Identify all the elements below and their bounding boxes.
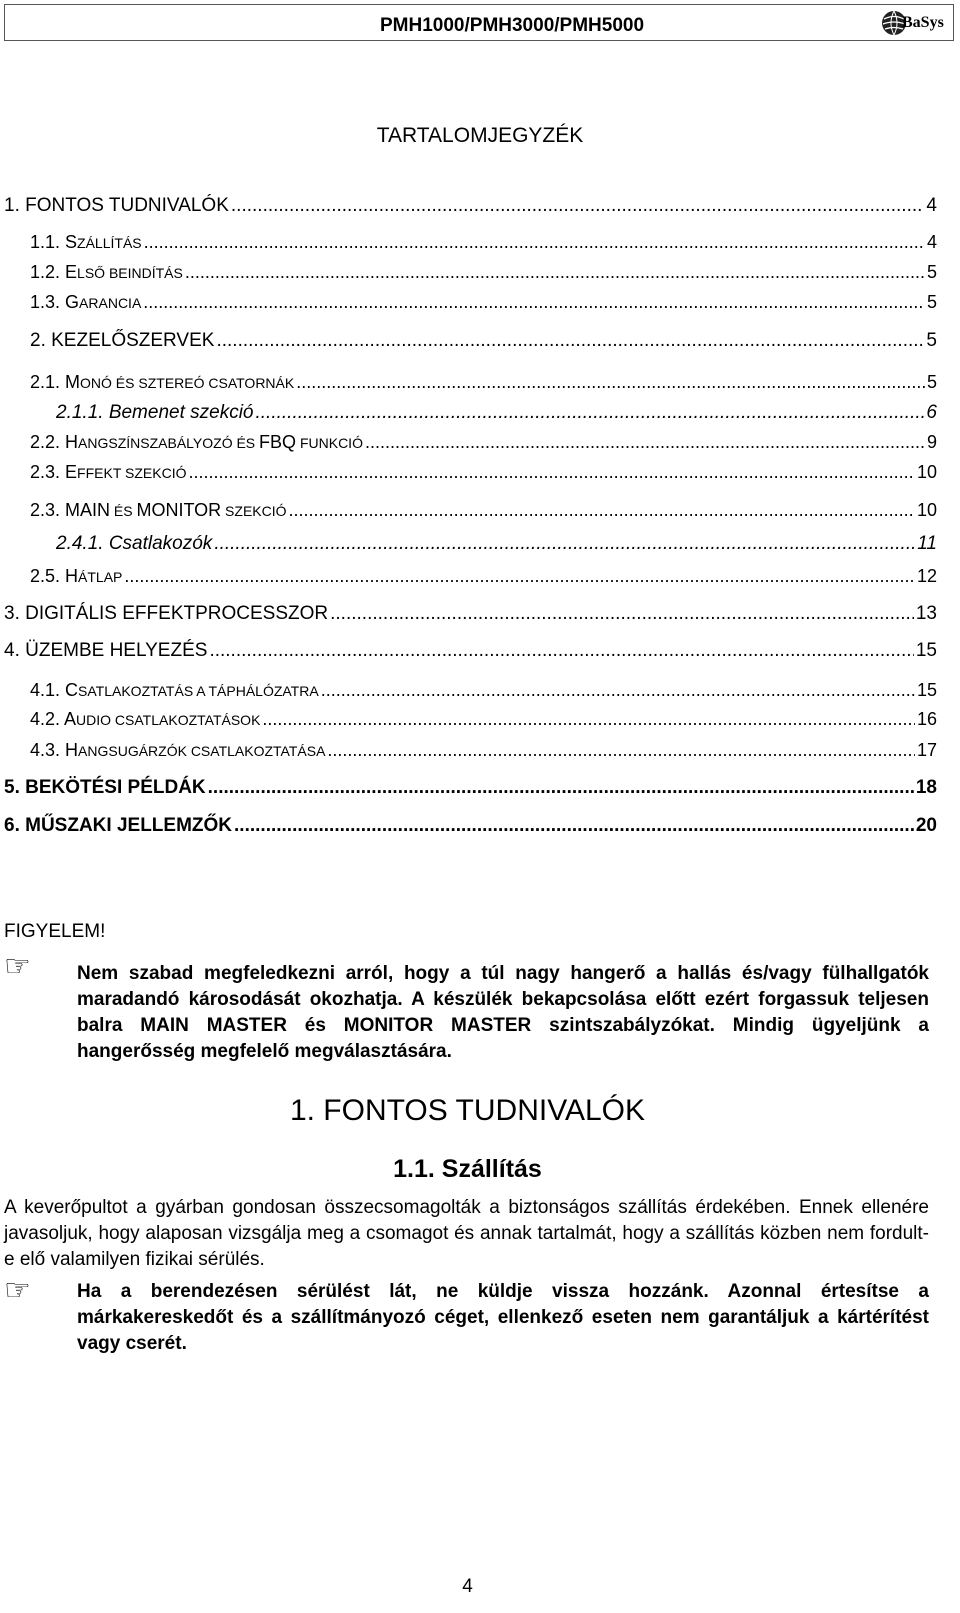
toc-entry-label: 2.3. EFFEKT SZEKCIÓ <box>30 462 187 482</box>
section-heading: 1. FONTOS TUDNIVALÓK <box>289 1094 646 1127</box>
toc-entry[interactable] <box>30 292 937 313</box>
toc-entry[interactable] <box>30 566 937 587</box>
toc-entry[interactable] <box>4 195 937 217</box>
toc-entry[interactable] <box>4 640 937 662</box>
toc-entry[interactable] <box>30 372 937 393</box>
toc-entry-label: 2.2. HANGSZÍNSZABÁLYOZÓ ÉS FBQ FUNKCIÓ <box>30 432 363 452</box>
section-paragraph: A keverőpultot a gyárban gondosan összecsomagolták a biztonságos szállítás érdekében. Ennek ellenére javasoljuk, hogy alaposan vizsgálja meg a csomagot és annak tartalmát, hogy a szállítás közben nem fordult-e elő valamilyen fizikai sérülés. <box>4 1197 929 1270</box>
toc-entry-page: 4 <box>926 195 937 216</box>
toc-entry[interactable] <box>30 680 937 701</box>
toc-entry-label: 2. KEZELŐSZERVEK <box>30 330 215 351</box>
toc-entry-label: 2.3. MAIN ÉS MONITOR SZEKCIÓ <box>30 500 287 520</box>
toc-entry-page: 13 <box>915 603 937 624</box>
toc-entry[interactable] <box>30 740 937 761</box>
toc-entry-page: 15 <box>916 680 937 700</box>
toc-entry-page: 17 <box>916 740 937 760</box>
toc-entry-page: 5 <box>926 330 937 351</box>
document-title: PMH1000/PMH3000/PMH5000 <box>380 15 645 36</box>
toc-entry-page: 4 <box>926 232 937 252</box>
toc-entry-label: 4. ÜZEMBE HELYEZÉS <box>4 640 208 661</box>
toc-entry-page: 12 <box>916 566 937 586</box>
toc-entry-label: 1.2. ELSŐ BEINDÍTÁS <box>30 262 183 282</box>
toc-entry-page: 20 <box>915 815 937 836</box>
toc-entry-page: 11 <box>917 533 937 554</box>
pointing-hand-icon: ☞ <box>4 950 31 983</box>
toc-title: TARTALOMJEGYZÉK <box>376 124 584 147</box>
toc-entry[interactable] <box>30 500 937 521</box>
toc-entry[interactable] <box>30 232 937 253</box>
section-note: Ha a berendezésen sérülést lát, ne küldje vissza hozzánk. Azonnal értesítse a márkakereskedőt és a szállítmányozó céget, ellenkező eseten nem garantáljuk a kártérítést vagy cserét. <box>77 1281 929 1354</box>
toc-entry[interactable] <box>30 462 937 483</box>
toc-entry[interactable] <box>4 777 937 799</box>
warning-text: Nem szabad megfeledkezni arról, hogy a túl nagy hangerő a hallás és/vagy fülhallgatók maradandó károsodását okozhatja. A készülék bekapcsolása előtt ezért forgassuk teljesen balra MAIN MASTER és MONITOR MASTER szintszabályzókat. Mindig ügyeljünk a hangerősség megfelelő megválasztására. <box>77 963 929 1062</box>
toc-entry[interactable] <box>56 533 937 555</box>
toc-entry-page: 10 <box>916 500 937 520</box>
toc-entry-page: 15 <box>915 640 937 661</box>
toc-entry-label: 2.4.1. Csatlakozók <box>56 533 213 554</box>
toc-entry-label: 5. BEKÖTÉSI PÉLDÁK <box>4 777 206 798</box>
toc-entry-page: 9 <box>926 432 937 452</box>
toc-entry-label: 4.3. HANGSUGÁRZÓK CSATLAKOZTATÁSA <box>30 740 326 760</box>
toc-entry[interactable] <box>30 432 937 453</box>
toc-entry-label: 2.1. MONÓ ÉS SZTEREÓ CSATORNÁK <box>30 372 295 392</box>
basys-logo <box>880 8 948 38</box>
toc-entry-page: 5 <box>926 372 937 392</box>
toc-entry[interactable] <box>4 815 937 837</box>
toc-entry-label: 3. DIGITÁLIS EFFEKTPROCESSZOR <box>4 603 329 624</box>
page-number: 4 <box>462 1576 473 1597</box>
toc-entry[interactable] <box>56 402 937 424</box>
toc-entry-label: 6. MŰSZAKI JELLEMZŐK <box>4 815 233 836</box>
pointing-hand-icon: ☞ <box>4 1274 31 1307</box>
toc-entry-page: 10 <box>916 462 937 482</box>
toc-entry-label: 4.1. CSATLAKOZTATÁS A TÁPHÁLÓZATRA <box>30 680 319 700</box>
section-subheading: 1.1. Szállítás <box>393 1155 542 1183</box>
toc-entry[interactable] <box>4 603 937 625</box>
toc-entry-label: 1.3. GARANCIA <box>30 292 142 312</box>
toc-entry-page: 16 <box>916 709 937 729</box>
logo-text: BaSys <box>902 14 944 31</box>
toc-entry-page: 5 <box>926 262 937 282</box>
toc-entry-label: 2.5. HÁTLAP <box>30 566 123 586</box>
page-header <box>4 4 954 41</box>
toc-entry-label: 4.2. AUDIO CSATLAKOZTATÁSOK <box>30 709 261 729</box>
warning-title: FIGYELEM! <box>4 921 106 942</box>
toc-entry-label: 2.1.1. Bemenet szekció <box>56 402 254 423</box>
toc-entry[interactable] <box>30 330 937 352</box>
toc-entry-page: 6 <box>926 402 937 423</box>
toc-entry-label: 1.1. SZÁLLÍTÁS <box>30 232 142 252</box>
toc-entry-page: 5 <box>926 292 937 312</box>
toc-entry-page: 18 <box>915 777 937 798</box>
toc-entry-label: 1. FONTOS TUDNIVALÓK <box>4 195 229 216</box>
toc-entry[interactable] <box>30 262 937 283</box>
toc-entry[interactable] <box>30 709 937 730</box>
